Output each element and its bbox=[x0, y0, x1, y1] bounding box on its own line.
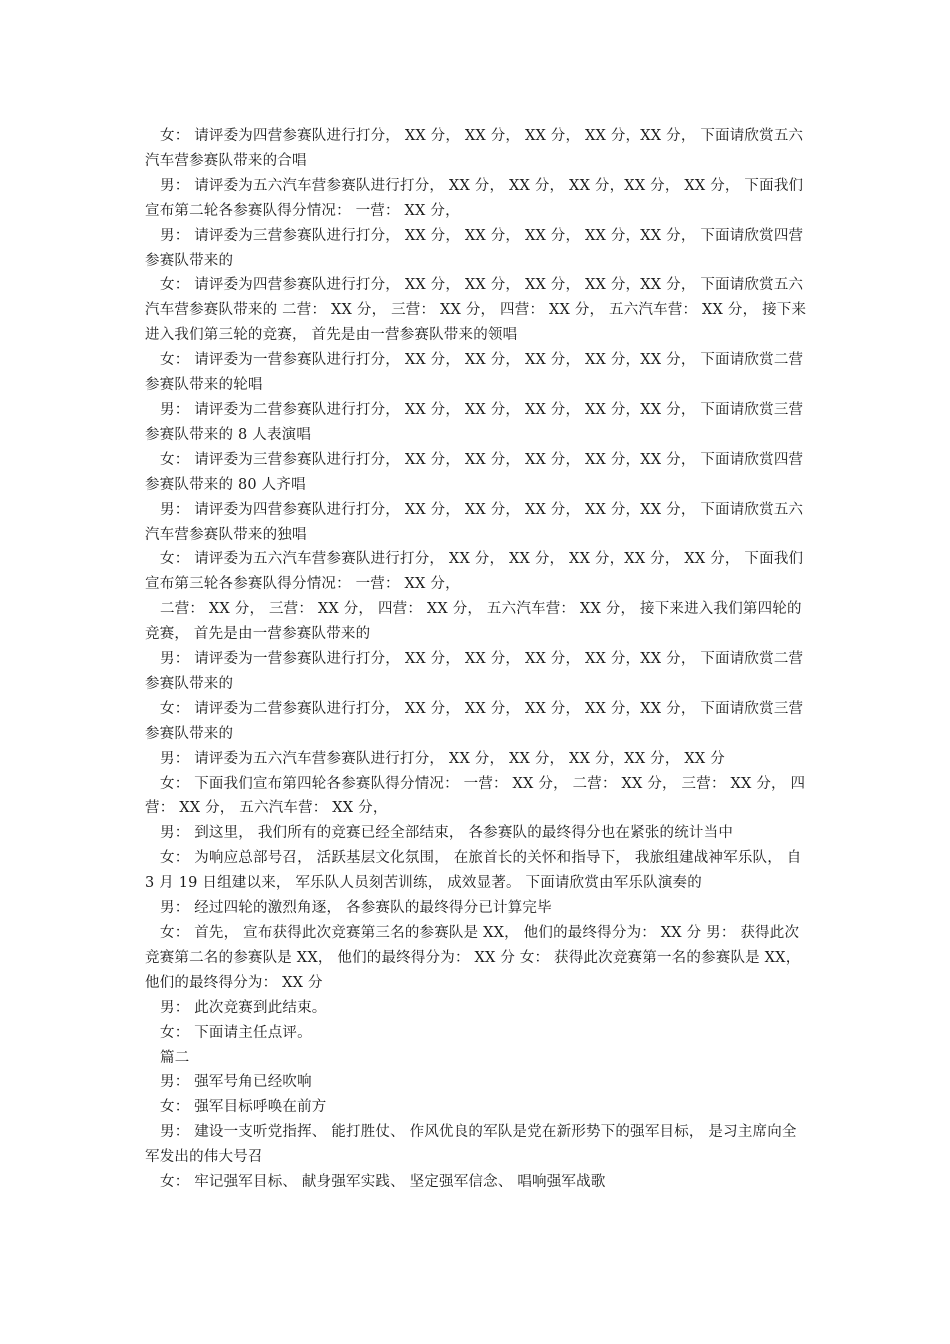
paragraph: 女： 请评委为四营参赛队进行打分， XX 分， XX 分， XX 分， XX 分，XX 分， 下面请欣赏五六汽车营参赛队带来的 二营： XX 分， 三营： XX 分， 四营： XX 分， 五六汽车营： XX 分， 接下来进入我们第三轮的竞赛， 首先是由一营参赛队带来的领唱 bbox=[145, 277, 807, 344]
paragraph: 女： 请评委为五六汽车营参赛队进行打分， XX 分， XX 分， XX 分，XX 分， XX 分， 下面我们宣布第三轮各参赛队得分情况： 一营： XX 分， bbox=[145, 551, 804, 593]
paragraph: 二营： XX 分， 三营： XX 分， 四营： XX 分， 五六汽车营： XX 分， 接下来进入我们第四轮的竞赛， 首先是由一营参赛队带来的 bbox=[145, 601, 802, 643]
paragraph: 男： 请评委为五六汽车营参赛队进行打分， XX 分， XX 分， XX 分，XX 分， XX 分 bbox=[160, 750, 725, 767]
paragraph: 女： 为响应总部号召， 活跃基层文化氛围， 在旅首长的关怀和指导下， 我旅组建战神军乐队， 自 3 月 19 日组建以来， 军乐队人员刻苦训练， 成效显著。 下面请欣赏由军乐队演奏的 bbox=[145, 850, 807, 892]
paragraph: 男： 请评委为五六汽车营参赛队进行打分， XX 分， XX 分， XX 分，XX 分， XX 分， 下面我们宣布第二轮各参赛队得分情况： 一营： XX 分， bbox=[145, 177, 804, 219]
paragraph: 女： 下面请主任点评。 bbox=[160, 1024, 312, 1041]
paragraph: 男： 请评委为一营参赛队进行打分， XX 分， XX 分， XX 分， XX 分，XX 分， 下面请欣赏二营参赛队带来的 bbox=[145, 651, 804, 692]
paragraph: 女： 牢记强军目标、 献身强军实践、 坚定强军信念、 唱响强军战歌 bbox=[160, 1174, 606, 1191]
paragraph: 男： 经过四轮的激烈角逐， 各参赛队的最终得分已计算完毕 bbox=[160, 900, 552, 917]
section-heading: 篇二 bbox=[160, 1049, 190, 1066]
paragraph: 女： 下面我们宣布第四轮各参赛队得分情况： 一营： XX 分， 二营： XX 分， 三营： XX 分， 四营： XX 分， 五六汽车营： XX 分， bbox=[145, 775, 806, 817]
paragraph: 女： 请评委为二营参赛队进行打分， XX 分， XX 分， XX 分， XX 分，XX 分， 下面请欣赏三营参赛队带来的 bbox=[145, 700, 804, 742]
document-body bbox=[145, 124, 809, 1195]
paragraph: 女： 请评委为一营参赛队进行打分， XX 分， XX 分， XX 分， XX 分，XX 分， 下面请欣赏二营参赛队带来的轮唱 bbox=[145, 352, 804, 394]
paragraph: 女： 请评委为三营参赛队进行打分， XX 分， XX 分， XX 分， XX 分，XX 分， 下面请欣赏四营参赛队带来的 80 人齐唱 bbox=[145, 451, 804, 493]
paragraph: 女： 首先， 宣布获得此次竞赛第三名的参赛队是 XX， 他们的最终得分为： XX 分 男： 获得此次竞赛第二名的参赛队是 XX， 他们的最终得分为： XX 分 女： 获得此次竞赛第一名的参赛队是 XX， 他们的最终得分为： XX 分 bbox=[145, 925, 806, 991]
paragraph: 女： 请评委为四营参赛队进行打分， XX 分， XX 分， XX 分， XX 分，XX 分， 下面请欣赏五六汽车营参赛队带来的合唱 bbox=[145, 128, 804, 169]
paragraph: 男： 到这里， 我们所有的竞赛已经全部结束， 各参赛队的最终得分也在紧张的统计当中 bbox=[160, 825, 734, 842]
paragraph: 女： 强军目标呼唤在前方 bbox=[160, 1099, 327, 1116]
paragraph: 男： 此次竞赛到此结束。 bbox=[160, 999, 327, 1016]
paragraph: 男： 建设一支听党指挥、 能打胜仗、 作风优良的军队是党在新形势下的强军目标， 是习主席向全军发出的伟大号召 bbox=[145, 1124, 797, 1166]
paragraph: 男： 强军号角已经吹响 bbox=[160, 1074, 312, 1091]
paragraph: 男： 请评委为四营参赛队进行打分， XX 分， XX 分， XX 分， XX 分，XX 分， 下面请欣赏五六汽车营参赛队带来的独唱 bbox=[145, 501, 804, 543]
paragraph: 男： 请评委为三营参赛队进行打分， XX 分， XX 分， XX 分， XX 分，XX 分， 下面请欣赏四营参赛队带来的 bbox=[145, 227, 804, 269]
paragraph: 男： 请评委为二营参赛队进行打分， XX 分， XX 分， XX 分， XX 分，XX 分， 下面请欣赏三营参赛队带来的 8 人表演唱 bbox=[145, 401, 804, 443]
